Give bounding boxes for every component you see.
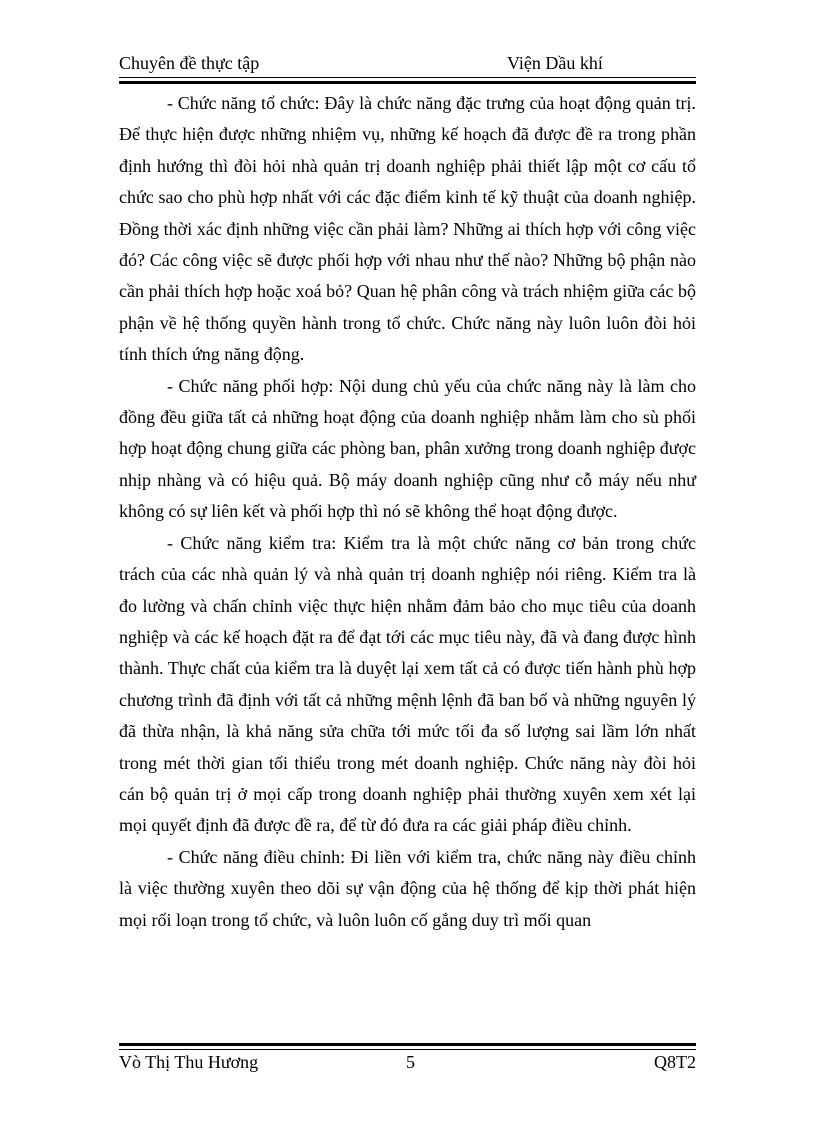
header-rule-thick <box>119 81 696 84</box>
paragraph-organizing: - Chức năng tổ chức: Đây là chức năng đặc trưng của hoạt động quản trị. Để thực hiện được những nhiệm vụ, những kế hoạch đã được đề ra trong phần định hướng thì đòi hỏi nhà quản trị doanh nghiệp phải thiết lập một cơ cấu tổ chức sao cho phù hợp nhất với các đặc điểm kinh tế kỹ thuật của doanh nghiệp. Đồng thời xác định những việc cần phải làm? Những ai thích hợp với công việc đó? Các công việc sẽ được phối hợp với nhau như thế nào? Những bộ phận nào cần phải thích hợp hoặc xoá bỏ? Quan hệ phân công và trách nhiệm giữa các bộ phận về hệ thống quyền hành trong tổ chức. Chức năng này luôn luôn đòi hỏi tính thích ứng năng động. <box>119 93 696 365</box>
header-title: Chuyên đề thực tập <box>119 53 260 73</box>
paragraph-coordinating: - Chức năng phối hợp: Nội dung chủ yếu của chức năng này là làm cho đồng đều giữa tất cả những hoạt động của doanh nghiệp nhằm làm cho sù phối hợp hoạt động chung giữa các phòng ban, phân xưởng trong doanh nghiệp được nhịp nhàng và có hiệu quả. Bộ máy doanh nghiệp cũng như cỗ máy nếu như không có sự liên kết và phối hợp thì nó sẽ không thể hoạt động được. <box>119 375 696 522</box>
header-rule-thin <box>119 77 696 78</box>
page-number: 5 <box>406 1052 415 1072</box>
header-institute: Viện Dầu khí <box>507 53 603 73</box>
footer-author: Vò Thị Thu Hương <box>119 1052 259 1072</box>
paragraph-adjusting: - Chức năng điều chỉnh: Đi liền với kiểm tra, chức năng này điều chỉnh là việc thường xuyên theo dõi sự vận động của hệ thống để kịp thời phát hiện mọi rối loạn trong tổ chức, và luôn luôn cố gắng duy trì mối quan <box>119 846 696 930</box>
page-footer <box>119 1052 696 1076</box>
page-header <box>119 53 696 77</box>
footer-rule-thin <box>119 1049 696 1050</box>
footer-rule-thick <box>119 1043 696 1046</box>
footer-class-code: Q8T2 <box>654 1052 696 1072</box>
paragraph-controlling: - Chức năng kiểm tra: Kiểm tra là một chức năng cơ bản trong chức trách của các nhà quản lý và nhà quản trị doanh nghiệp nói riêng. Kiểm tra là đo lường và chấn chỉnh việc thực hiện nhằm đảm bảo cho mục tiêu của doanh nghiệp và các kế hoạch đặt ra để đạt tới các mục tiêu này, đã và đang được hình thành. Thực chất của kiểm tra là duyệt lại xem tất cả có được tiến hành phù hợp chương trình đã định với tất cả những mệnh lệnh đã ban bố và những nguyên lý đã thừa nhận, là khả năng sửa chữa tới mức tối đa số lượng sai lầm lớn nhất trong mét thời gian tối thiểu trong mét doanh nghiệp. Chức năng này đòi hỏi cán bộ quản trị ở mọi cấp trong doanh nghiệp phải thường xuyên xem xét lại mọi quyết định đã được đề ra, để từ đó đưa ra các giải pháp điều chỉnh. <box>119 532 696 836</box>
body-text <box>119 88 696 936</box>
